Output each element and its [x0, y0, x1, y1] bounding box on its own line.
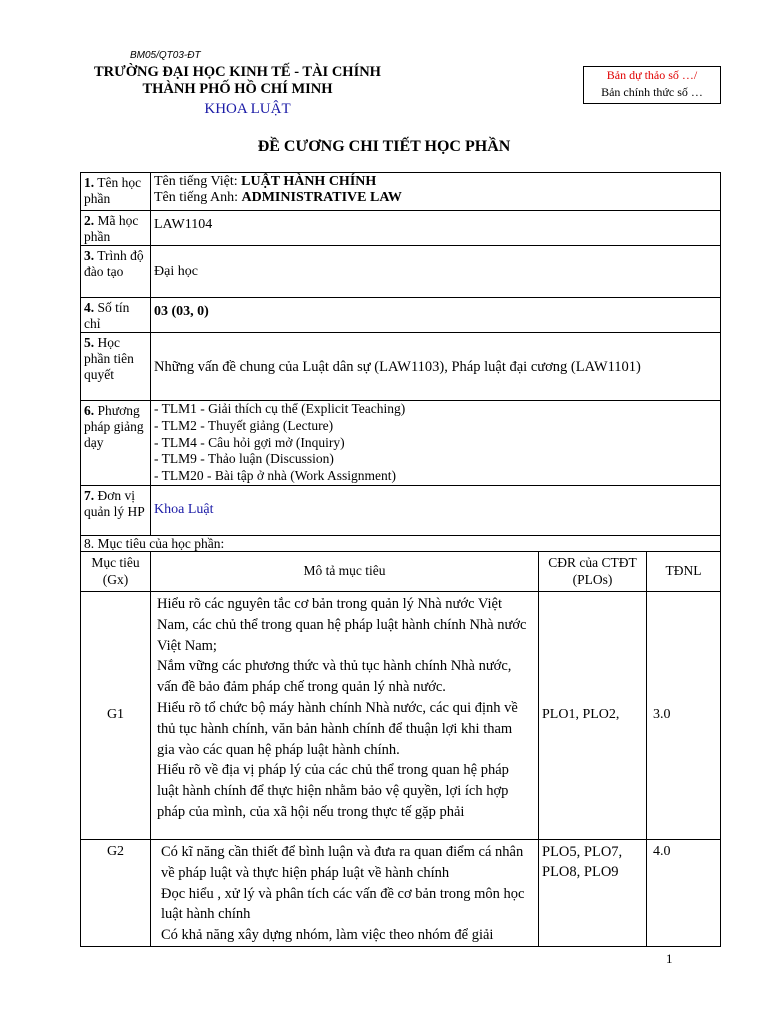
- row-course-name: [81, 173, 721, 211]
- value-course-name: Tên tiếng Việt: LUẬT HÀNH CHÍNH Tên tiếng Anh: ADMINISTRATIVE LAW: [151, 173, 721, 211]
- objective-row-g2: [81, 839, 721, 946]
- label-course-code: 2. Mã học phần: [81, 211, 151, 246]
- objective-row-g1: [81, 591, 721, 839]
- faculty-name: KHOA LUẬT: [204, 101, 291, 117]
- plo-g1: PLO1, PLO2,: [539, 591, 647, 839]
- goal-g2: G2: [81, 839, 151, 946]
- university-line-2: THÀNH PHỐ HỒ CHÍ MINH: [142, 81, 333, 97]
- value-course-code: LAW1104: [151, 211, 721, 246]
- goal-g1: G1: [81, 591, 151, 839]
- header-level: TĐNL: [647, 551, 721, 591]
- label-managing-unit: 7. Đơn vị quản lý HP: [81, 485, 151, 535]
- page-number: 1: [666, 951, 673, 966]
- label-course-name: 1. Tên học phần: [81, 173, 151, 211]
- draft-status-box: [583, 66, 721, 104]
- level-g1: 3.0: [647, 591, 721, 839]
- description-g1: Hiểu rõ các nguyên tắc cơ bản trong quản lý Nhà nước Việt Nam, các chủ thể trong quan hệ pháp luật hành chính Nhà nước Việt Nam; Nắm vững các phương thức và thủ tục hành chính Nhà nước, vấn đề bảo đảm pháp chế trong quản lý nhà nước. Hiểu rõ tổ chức bộ máy hành chính Nhà nước, các qui định về thủ tục hành chính, văn bản hành chính để thuận lợi khi tham gia vào các quan hệ pháp luật hành chính. Hiểu rõ về địa vị pháp lý của các chủ thể trong quan hệ pháp luật hành chính để thực hiện nhằm bảo vệ quyền, lợi ích hợp pháp của mình, của xã hội nếu trong thực tế gặp phải: [151, 591, 539, 839]
- header-goal: Mục tiêu (Gx): [81, 551, 151, 591]
- row-objectives-heading: [81, 535, 721, 551]
- row-teaching-methods: [81, 401, 721, 486]
- label-credits: 4. Số tín chỉ: [81, 298, 151, 333]
- syllabus-table: [80, 172, 721, 947]
- row-course-code: [81, 211, 721, 246]
- method-item: - TLM4 - Câu hỏi gợi mở (Inquiry): [154, 434, 345, 450]
- value-prerequisites: Những vấn đề chung của Luật dân sự (LAW1103), Pháp luật đại cương (LAW1101): [151, 333, 721, 401]
- description-g2: Có kĩ năng cần thiết để bình luận và đưa ra quan điểm cá nhân về pháp luật và thực hiện pháp luật về hành chính Đọc hiểu , xử lý và phân tích các vấn đề cơ bản trong môn học luật hành chính Có khả năng xây dựng nhóm, làm việc theo nhóm để giải: [151, 839, 539, 946]
- method-item: - TLM2 - Thuyết giảng (Lecture): [154, 417, 334, 433]
- official-label: Bản chính thức số …: [601, 85, 703, 99]
- method-item: - TLM1 - Giải thích cụ thể (Explicit Teaching): [154, 401, 406, 416]
- objectives-heading: 8. Mục tiêu của học phần:: [81, 535, 721, 551]
- label-training-level: 3. Trình độ đào tạo: [81, 246, 151, 298]
- header-description: Mô tả mục tiêu: [151, 551, 539, 591]
- method-item: - TLM9 - Thảo luận (Discussion): [154, 451, 334, 467]
- university-line-1: TRƯỜNG ĐẠI HỌC KINH TẾ - TÀI CHÍNH: [94, 64, 381, 80]
- value-managing-unit: Khoa Luật: [151, 485, 721, 535]
- university-name: [60, 64, 415, 98]
- value-training-level: Đại học: [151, 246, 721, 298]
- label-teaching-methods: 6. Phương pháp giảng dạy: [81, 401, 151, 486]
- method-item: - TLM20 - Bài tập ở nhà (Work Assignment): [154, 468, 397, 484]
- label-prerequisites: 5. Học phần tiên quyết: [81, 333, 151, 401]
- header-plo: CĐR của CTĐT (PLOs): [539, 551, 647, 591]
- draft-label: Bản dự thảo số …/: [606, 68, 698, 82]
- row-managing-unit: [81, 485, 721, 535]
- row-prerequisites: [81, 333, 721, 401]
- objectives-header-row: [81, 551, 721, 591]
- level-g2: 4.0: [647, 839, 721, 946]
- row-training-level: [81, 246, 721, 298]
- form-code: BM05/QT03-ĐT: [130, 50, 201, 61]
- document-title: ĐỀ CƯƠNG CHI TIẾT HỌC PHẦN: [257, 138, 511, 155]
- value-teaching-methods: [151, 401, 721, 486]
- row-credits: [81, 298, 721, 333]
- value-credits: 03 (03, 0): [151, 298, 721, 333]
- plo-g2: PLO5, PLO7, PLO8, PLO9: [539, 839, 647, 946]
